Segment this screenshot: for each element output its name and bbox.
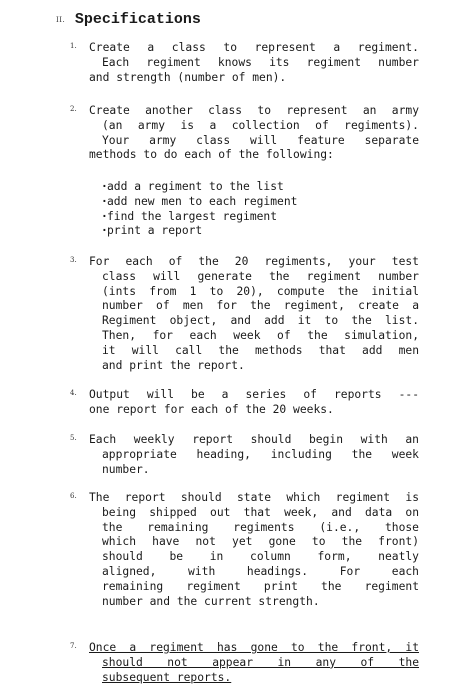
section-title: Specifications: [74, 11, 201, 28]
item-line: Each regiment knows its regiment number: [102, 55, 419, 69]
item-line: remaining regiment print the regiment: [102, 579, 419, 593]
item-line: being shipped out that week, and data on: [102, 505, 419, 519]
list-item-4: [70, 388, 420, 418]
bullet-text: print a report: [107, 224, 203, 238]
item-line: appropriate heading, including the week: [102, 447, 419, 461]
bullet-dot: ·: [101, 224, 108, 238]
item-line: subsequent reports.: [102, 670, 232, 684]
section-heading: [56, 8, 201, 28]
list-item-3: [70, 255, 420, 373]
bullet-dot: ·: [101, 194, 108, 208]
method-bullet-list: [101, 180, 297, 239]
list-item-5: [70, 433, 420, 477]
item-marker: 3.: [70, 256, 77, 264]
item-line: should not appear in any of the: [102, 655, 419, 669]
item-marker: 7.: [70, 642, 77, 650]
bullet-text: find the largest regiment: [107, 209, 278, 223]
item-line: Your army class will feature separate: [102, 133, 419, 147]
item-line: number.: [102, 462, 150, 476]
item-line: number and the current strength.: [102, 594, 320, 608]
section-number: II.: [56, 16, 66, 24]
list-item-1: [70, 41, 420, 85]
item-line: Create another class to represent an army: [89, 104, 419, 117]
list-item-2: [70, 104, 420, 163]
item-line: and strength (number of men).: [89, 70, 287, 84]
item-line: number of men for the regiment, create a: [102, 299, 419, 313]
bullet-dot: ·: [101, 180, 108, 193]
item-line: the remaining regiments (i.e., those: [102, 520, 419, 534]
item-body: [89, 255, 419, 373]
bullet-item: [101, 210, 297, 225]
bullet-item: [101, 195, 297, 210]
item-line: Each weekly report should begin with an: [89, 433, 419, 446]
item-line: should be in column form, neatly: [102, 550, 419, 564]
item-line: (ints from 1 to 20), compute the initial: [102, 284, 419, 298]
item-marker: 5.: [70, 434, 77, 442]
item-line: and print the report.: [102, 358, 245, 372]
item-line: Create a class to represent a regiment.: [89, 41, 419, 54]
item-line: Once a regiment has gone to the front, it: [89, 641, 419, 654]
item-body: [89, 433, 419, 477]
item-marker: 6.: [70, 492, 77, 500]
item-line: Then, for each week of the simulation,: [102, 328, 419, 342]
item-line: For each of the 20 regiments, your test: [89, 255, 419, 268]
bullet-item: [101, 180, 297, 195]
item-body: [89, 104, 419, 163]
list-item-6: [70, 491, 420, 609]
item-marker: 4.: [70, 389, 77, 397]
item-line: (an army is a collection of regiments).: [102, 118, 419, 132]
item-line: Regiment object, and add it to the list.: [102, 314, 419, 328]
item-marker: 2.: [70, 105, 77, 113]
item-line: which have not yet gone to the front): [102, 535, 419, 549]
item-line: aligned, with headings. For each: [102, 564, 419, 578]
list-item-7: [70, 641, 420, 685]
bullet-item: [101, 224, 297, 239]
item-line: methods to do each of the following:: [89, 148, 334, 162]
item-marker: 1.: [70, 42, 77, 50]
item-line: The report should state which regiment is: [89, 491, 419, 504]
bullet-text: add a regiment to the list: [107, 180, 284, 193]
item-body: [89, 41, 419, 85]
item-line: it will call the methods that add men: [102, 343, 419, 357]
item-line: one report for each of the 20 weeks.: [89, 402, 334, 416]
item-body: [89, 641, 419, 685]
item-body: [89, 388, 419, 418]
item-line: class will generate the regiment number: [102, 269, 419, 283]
item-line: Output will be a series of reports ---: [89, 388, 419, 401]
bullet-dot: ·: [101, 209, 108, 223]
item-body: [89, 491, 419, 609]
bullet-text: add new men to each regiment: [107, 194, 298, 208]
